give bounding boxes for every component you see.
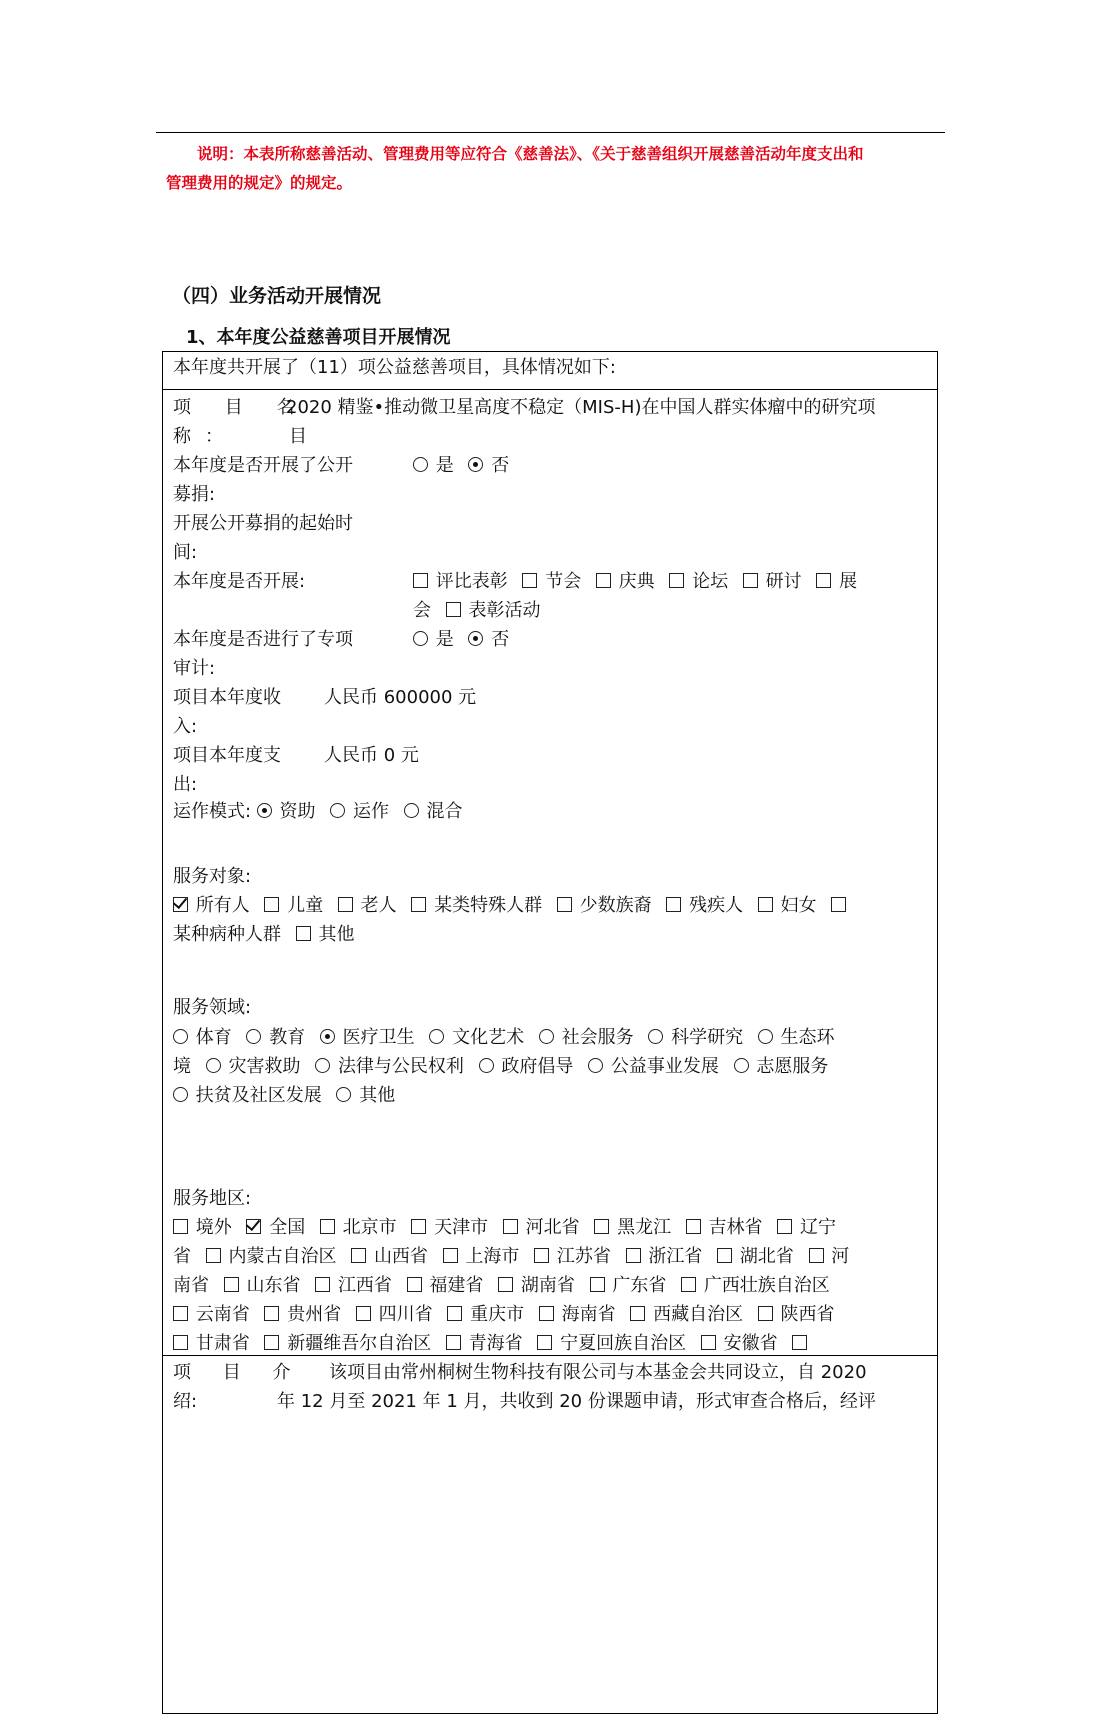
fields-line1-radio[interactable] [648, 1029, 663, 1044]
regions-label: 服务地区: [173, 1188, 252, 1209]
modes-option-label: 混合 [426, 801, 463, 822]
regions-line1-option-label: 境外 [195, 1217, 232, 1238]
regions-line1-option-label: 河北省 [525, 1217, 580, 1238]
regions-line2-option-label: 省 [173, 1246, 191, 1267]
note-line-2: 管理费用的规定》的规定。 [166, 174, 353, 192]
targets-line1-checkbox[interactable] [338, 897, 353, 912]
mode-row [173, 797, 471, 826]
activities-line2-checkbox[interactable] [446, 602, 461, 617]
intro-divider [163, 1355, 937, 1356]
summary-row [163, 352, 937, 390]
regions-line3-option-label: 山东省 [246, 1275, 301, 1296]
regions-line5-option-label: 甘肃省 [195, 1333, 250, 1354]
fields-line2-option-label: 法律与公民权利 [337, 1056, 464, 1077]
regions-line1-checkbox[interactable] [411, 1219, 426, 1234]
modes-option-label: 运作 [353, 801, 390, 822]
fields-line1-radio[interactable] [320, 1029, 335, 1044]
targets-line1-option-label: 某类特殊人群 [434, 895, 543, 916]
fields-label: 服务领域: [173, 997, 252, 1018]
fields-line2-option-label: 境 [173, 1056, 191, 1077]
fields-line2-radio[interactable] [206, 1058, 221, 1073]
targets-line1-checkbox[interactable] [173, 897, 188, 912]
fields-options-3 [173, 1081, 404, 1110]
regions-line5-checkbox[interactable] [264, 1335, 279, 1350]
regions-line1-checkbox[interactable] [777, 1219, 792, 1234]
regions-line4-option-label: 云南省 [195, 1304, 250, 1325]
regions-line4-checkbox[interactable] [264, 1306, 279, 1321]
targets-line1-option-label: 老人 [360, 895, 397, 916]
regions-line5-checkbox[interactable] [173, 1335, 188, 1350]
audit-no-radio[interactable] [468, 631, 483, 646]
regions-line4-checkbox[interactable] [758, 1306, 773, 1321]
regions-line2-option-label: 湖北省 [739, 1246, 794, 1267]
expense-value: 人民币 0 元 [324, 745, 419, 766]
note-line-1: 说明：本表所称慈善活动、管理费用等应符合《慈善法》、《关于慈善组织开展慈善活动年度支出和 [197, 145, 864, 163]
activities-line1-checkbox[interactable] [596, 573, 611, 588]
targets-line1-checkbox[interactable] [831, 897, 846, 912]
regions-line1-checkbox[interactable] [246, 1219, 261, 1234]
fields-options [173, 1023, 844, 1052]
activities-line1-option-label: 节会 [545, 571, 582, 592]
regions-line4-checkbox[interactable] [630, 1306, 645, 1321]
fields-line3-option-label: 其他 [359, 1085, 396, 1106]
public-fund-label-2: 募捐: [173, 484, 216, 505]
regions-line3-checkbox[interactable] [498, 1277, 513, 1292]
activities-label: 本年度是否开展: [173, 571, 306, 592]
regions-line2-option-label: 江苏省 [556, 1246, 611, 1267]
regions-line3-option-label: 湖南省 [520, 1275, 575, 1296]
fields-line1-radio[interactable] [429, 1029, 444, 1044]
regions-line4-option-label: 陕西省 [780, 1304, 835, 1325]
public-fund-no-label: 否 [491, 455, 510, 476]
targets-line1-option-label: 妇女 [780, 895, 817, 916]
regions-line5-checkbox[interactable] [792, 1335, 807, 1350]
activities-line1-checkbox[interactable] [522, 573, 537, 588]
summary-text: 本年度共开展了（11）项公益慈善项目，具体情况如下: [173, 357, 616, 378]
project-name-label: 项 目 名 [173, 397, 309, 418]
activities-line1-option-label: 庆典 [618, 571, 655, 592]
fields-line1-option-label: 社会服务 [561, 1027, 634, 1048]
audit-no-label: 否 [491, 629, 510, 650]
targets-options [173, 891, 848, 920]
regions-line3-checkbox[interactable] [681, 1277, 696, 1292]
regions-line4-option-label: 四川省 [378, 1304, 433, 1325]
activities-line1-option-label: 论坛 [692, 571, 729, 592]
regions-line5-option-label: 宁夏回族自治区 [560, 1333, 687, 1354]
regions-line5-checkbox[interactable] [446, 1335, 461, 1350]
public-fund-yes-radio[interactable] [413, 457, 428, 472]
regions-line2-checkbox[interactable] [534, 1248, 549, 1263]
regions-line2-option-label: 上海市 [465, 1246, 520, 1267]
fields-line2-option-label: 志愿服务 [756, 1056, 829, 1077]
regions-line2-checkbox[interactable] [206, 1248, 221, 1263]
fields-line1-radio[interactable] [758, 1029, 773, 1044]
regions-options-1 [173, 1213, 845, 1242]
regions-line2-checkbox[interactable] [717, 1248, 732, 1263]
regions-line2-checkbox[interactable] [443, 1248, 458, 1263]
targets-line1-checkbox[interactable] [264, 897, 279, 912]
fields-line1-option-label: 体育 [195, 1027, 232, 1048]
regions-line3-checkbox[interactable] [224, 1277, 239, 1292]
regions-line1-option-label: 天津市 [434, 1217, 489, 1238]
regions-line1-checkbox[interactable] [320, 1219, 335, 1234]
project-table [162, 351, 938, 1714]
regions-line4-checkbox[interactable] [447, 1306, 462, 1321]
regions-options-4 [173, 1300, 844, 1329]
regions-line2-checkbox[interactable] [626, 1248, 641, 1263]
regions-options-5 [173, 1329, 809, 1358]
regions-line3-checkbox[interactable] [407, 1277, 422, 1292]
regions-line3-checkbox[interactable] [315, 1277, 330, 1292]
targets-line1-option-label: 所有人 [195, 895, 250, 916]
regions-line5-option-label: 新疆维吾尔自治区 [287, 1333, 432, 1354]
regions-line2-option-label: 河 [831, 1246, 850, 1267]
fields-options-2 [173, 1052, 837, 1081]
fields-line1-radio[interactable] [246, 1029, 261, 1044]
public-fund-yes-label: 是 [435, 455, 454, 476]
regions-line2-option-label: 浙江省 [648, 1246, 703, 1267]
regions-line1-checkbox[interactable] [686, 1219, 701, 1234]
regions-line1-option-label: 黑龙江 [617, 1217, 672, 1238]
targets-line1-checkbox[interactable] [411, 897, 426, 912]
regions-line3-option-label: 广西壮族自治区 [703, 1275, 830, 1296]
fields-line1-option-label: 文化艺术 [452, 1027, 525, 1048]
audit-label-2: 审计: [173, 658, 216, 679]
mode-label: 运作模式: [173, 801, 252, 822]
fields-line1-option-label: 医疗卫生 [342, 1027, 415, 1048]
section-title: （四）业务活动开展情况 [172, 285, 382, 307]
fields-line3-radio[interactable] [336, 1087, 351, 1102]
regions-line4-option-label: 西藏自治区 [653, 1304, 744, 1325]
fields-line1-option-label: 生态环 [780, 1027, 835, 1048]
activities-line1-option-label: 研讨 [765, 571, 802, 592]
modes-option-label: 资助 [279, 801, 316, 822]
intro-label-2: 绍: [173, 1391, 198, 1412]
fields-line2-option-label: 灾害救助 [228, 1056, 301, 1077]
modes-radio[interactable] [404, 803, 419, 818]
regions-line4-checkbox[interactable] [356, 1306, 371, 1321]
regions-line2-option-label: 内蒙古自治区 [228, 1246, 337, 1267]
project-name-label-2: 称： [173, 426, 237, 447]
regions-line4-option-label: 贵州省 [287, 1304, 342, 1325]
intro-text-line-1: 该项目由常州桐树生物科技有限公司与本基金会共同设立，自 2020 [329, 1362, 867, 1383]
regions-line1-checkbox[interactable] [173, 1219, 188, 1234]
regions-line4-checkbox[interactable] [173, 1306, 188, 1321]
fields-line1-option-label: 教育 [269, 1027, 306, 1048]
regions-line1-option-label: 吉林省 [708, 1217, 763, 1238]
fields-line2-radio[interactable] [588, 1058, 603, 1073]
regions-line3-option-label: 广东省 [612, 1275, 667, 1296]
start-time-label-2: 间: [173, 542, 198, 563]
fields-line1-radio[interactable] [539, 1029, 554, 1044]
regions-line5-checkbox[interactable] [701, 1335, 716, 1350]
activities-line1-checkbox[interactable] [743, 573, 758, 588]
targets-line1-checkbox[interactable] [557, 897, 572, 912]
activities-line1-checkbox[interactable] [816, 573, 831, 588]
regions-line2-checkbox[interactable] [351, 1248, 366, 1263]
activities-line2-option-label: 会 [413, 600, 431, 621]
regions-line4-option-label: 重庆市 [470, 1304, 525, 1325]
regions-line3-checkbox[interactable] [590, 1277, 605, 1292]
fields-line2-option-label: 公益事业发展 [610, 1056, 719, 1077]
fields-line3-option-label: 扶贫及社区发展 [195, 1085, 322, 1106]
targets-line1-checkbox[interactable] [758, 897, 773, 912]
regions-line2-checkbox[interactable] [809, 1248, 824, 1263]
targets-line2-checkbox[interactable] [296, 926, 311, 941]
regions-options-2 [173, 1242, 858, 1271]
targets-options-2 [173, 920, 363, 949]
activities-options [413, 567, 866, 596]
regions-line3-option-label: 江西省 [337, 1275, 392, 1296]
subsection-title: 1、本年度公益慈善项目开展情况 [186, 327, 451, 348]
regions-line3-option-label: 福建省 [429, 1275, 484, 1296]
activities-line2-option-label: 表彰活动 [468, 600, 541, 621]
regions-line1-checkbox[interactable] [594, 1219, 609, 1234]
targets-line1-option-label: 少数族裔 [579, 895, 652, 916]
audit-yes-radio[interactable] [413, 631, 428, 646]
income-label: 项目本年度收 [173, 687, 281, 708]
regions-line4-option-label: 海南省 [561, 1304, 616, 1325]
regions-line5-checkbox[interactable] [537, 1335, 552, 1350]
income-value: 人民币 600000 元 [324, 687, 477, 708]
regions-line1-option-label: 北京市 [342, 1217, 397, 1238]
activities-line1-option-label: 展 [839, 571, 858, 592]
public-fund-options [413, 451, 509, 480]
public-fund-label: 本年度是否开展了公开 [173, 455, 353, 476]
fields-line3-radio[interactable] [173, 1087, 188, 1102]
explanatory-note [166, 140, 938, 198]
regions-line1-option-label: 全国 [269, 1217, 306, 1238]
targets-line2-option-label: 其他 [318, 924, 355, 945]
targets-line1-option-label: 儿童 [287, 895, 324, 916]
audit-yes-label: 是 [435, 629, 454, 650]
targets-line2-option-label: 某种病种人群 [173, 924, 281, 945]
modes-radio[interactable] [257, 803, 272, 818]
audit-label: 本年度是否进行了专项 [173, 629, 353, 650]
start-time-label: 开展公开募捐的起始时 [173, 513, 353, 534]
fields-line2-radio[interactable] [734, 1058, 749, 1073]
fields-line2-radio[interactable] [479, 1058, 494, 1073]
targets-line1-option-label: 残疾人 [689, 895, 744, 916]
income-label-2: 入: [173, 716, 198, 737]
fields-line2-option-label: 政府倡导 [501, 1056, 574, 1077]
targets-label: 服务对象: [173, 866, 252, 887]
top-rule [156, 132, 945, 133]
public-fund-no-radio[interactable] [468, 457, 483, 472]
regions-line5-option-label: 青海省 [468, 1333, 523, 1354]
regions-line2-option-label: 山西省 [373, 1246, 428, 1267]
regions-line3-option-label: 南省 [173, 1275, 209, 1296]
intro-text-line-2: 年 12 月至 2021 年 1 月，共收到 20 份课题申请，形式审查合格后，经评 [277, 1391, 876, 1412]
regions-line5-option-label: 安徽省 [723, 1333, 778, 1354]
project-name-value-2: 目 [289, 426, 307, 447]
regions-line4-checkbox[interactable] [539, 1306, 554, 1321]
fields-line1-option-label: 科学研究 [671, 1027, 744, 1048]
modes-radio[interactable] [330, 803, 345, 818]
fields-line2-radio[interactable] [315, 1058, 330, 1073]
audit-options [413, 625, 509, 654]
expense-label: 项目本年度支 [173, 745, 281, 766]
regions-options-3 [173, 1271, 839, 1300]
regions-line1-option-label: 辽宁 [800, 1217, 837, 1238]
fields-line1-radio[interactable] [173, 1029, 188, 1044]
activities-line1-option-label: 评比表彰 [435, 571, 508, 592]
expense-label-2: 出: [173, 774, 198, 795]
regions-line1-checkbox[interactable] [503, 1219, 518, 1234]
activities-line1-checkbox[interactable] [669, 573, 684, 588]
targets-line1-checkbox[interactable] [666, 897, 681, 912]
activities-options-2 [413, 596, 549, 625]
project-name-value: 2020 精鉴•推动微卫星高度不稳定（MIS-H)在中国人群实体瘤中的研究项 [286, 397, 876, 418]
intro-label: 项 目 介 [173, 1362, 304, 1383]
activities-line1-checkbox[interactable] [413, 573, 428, 588]
